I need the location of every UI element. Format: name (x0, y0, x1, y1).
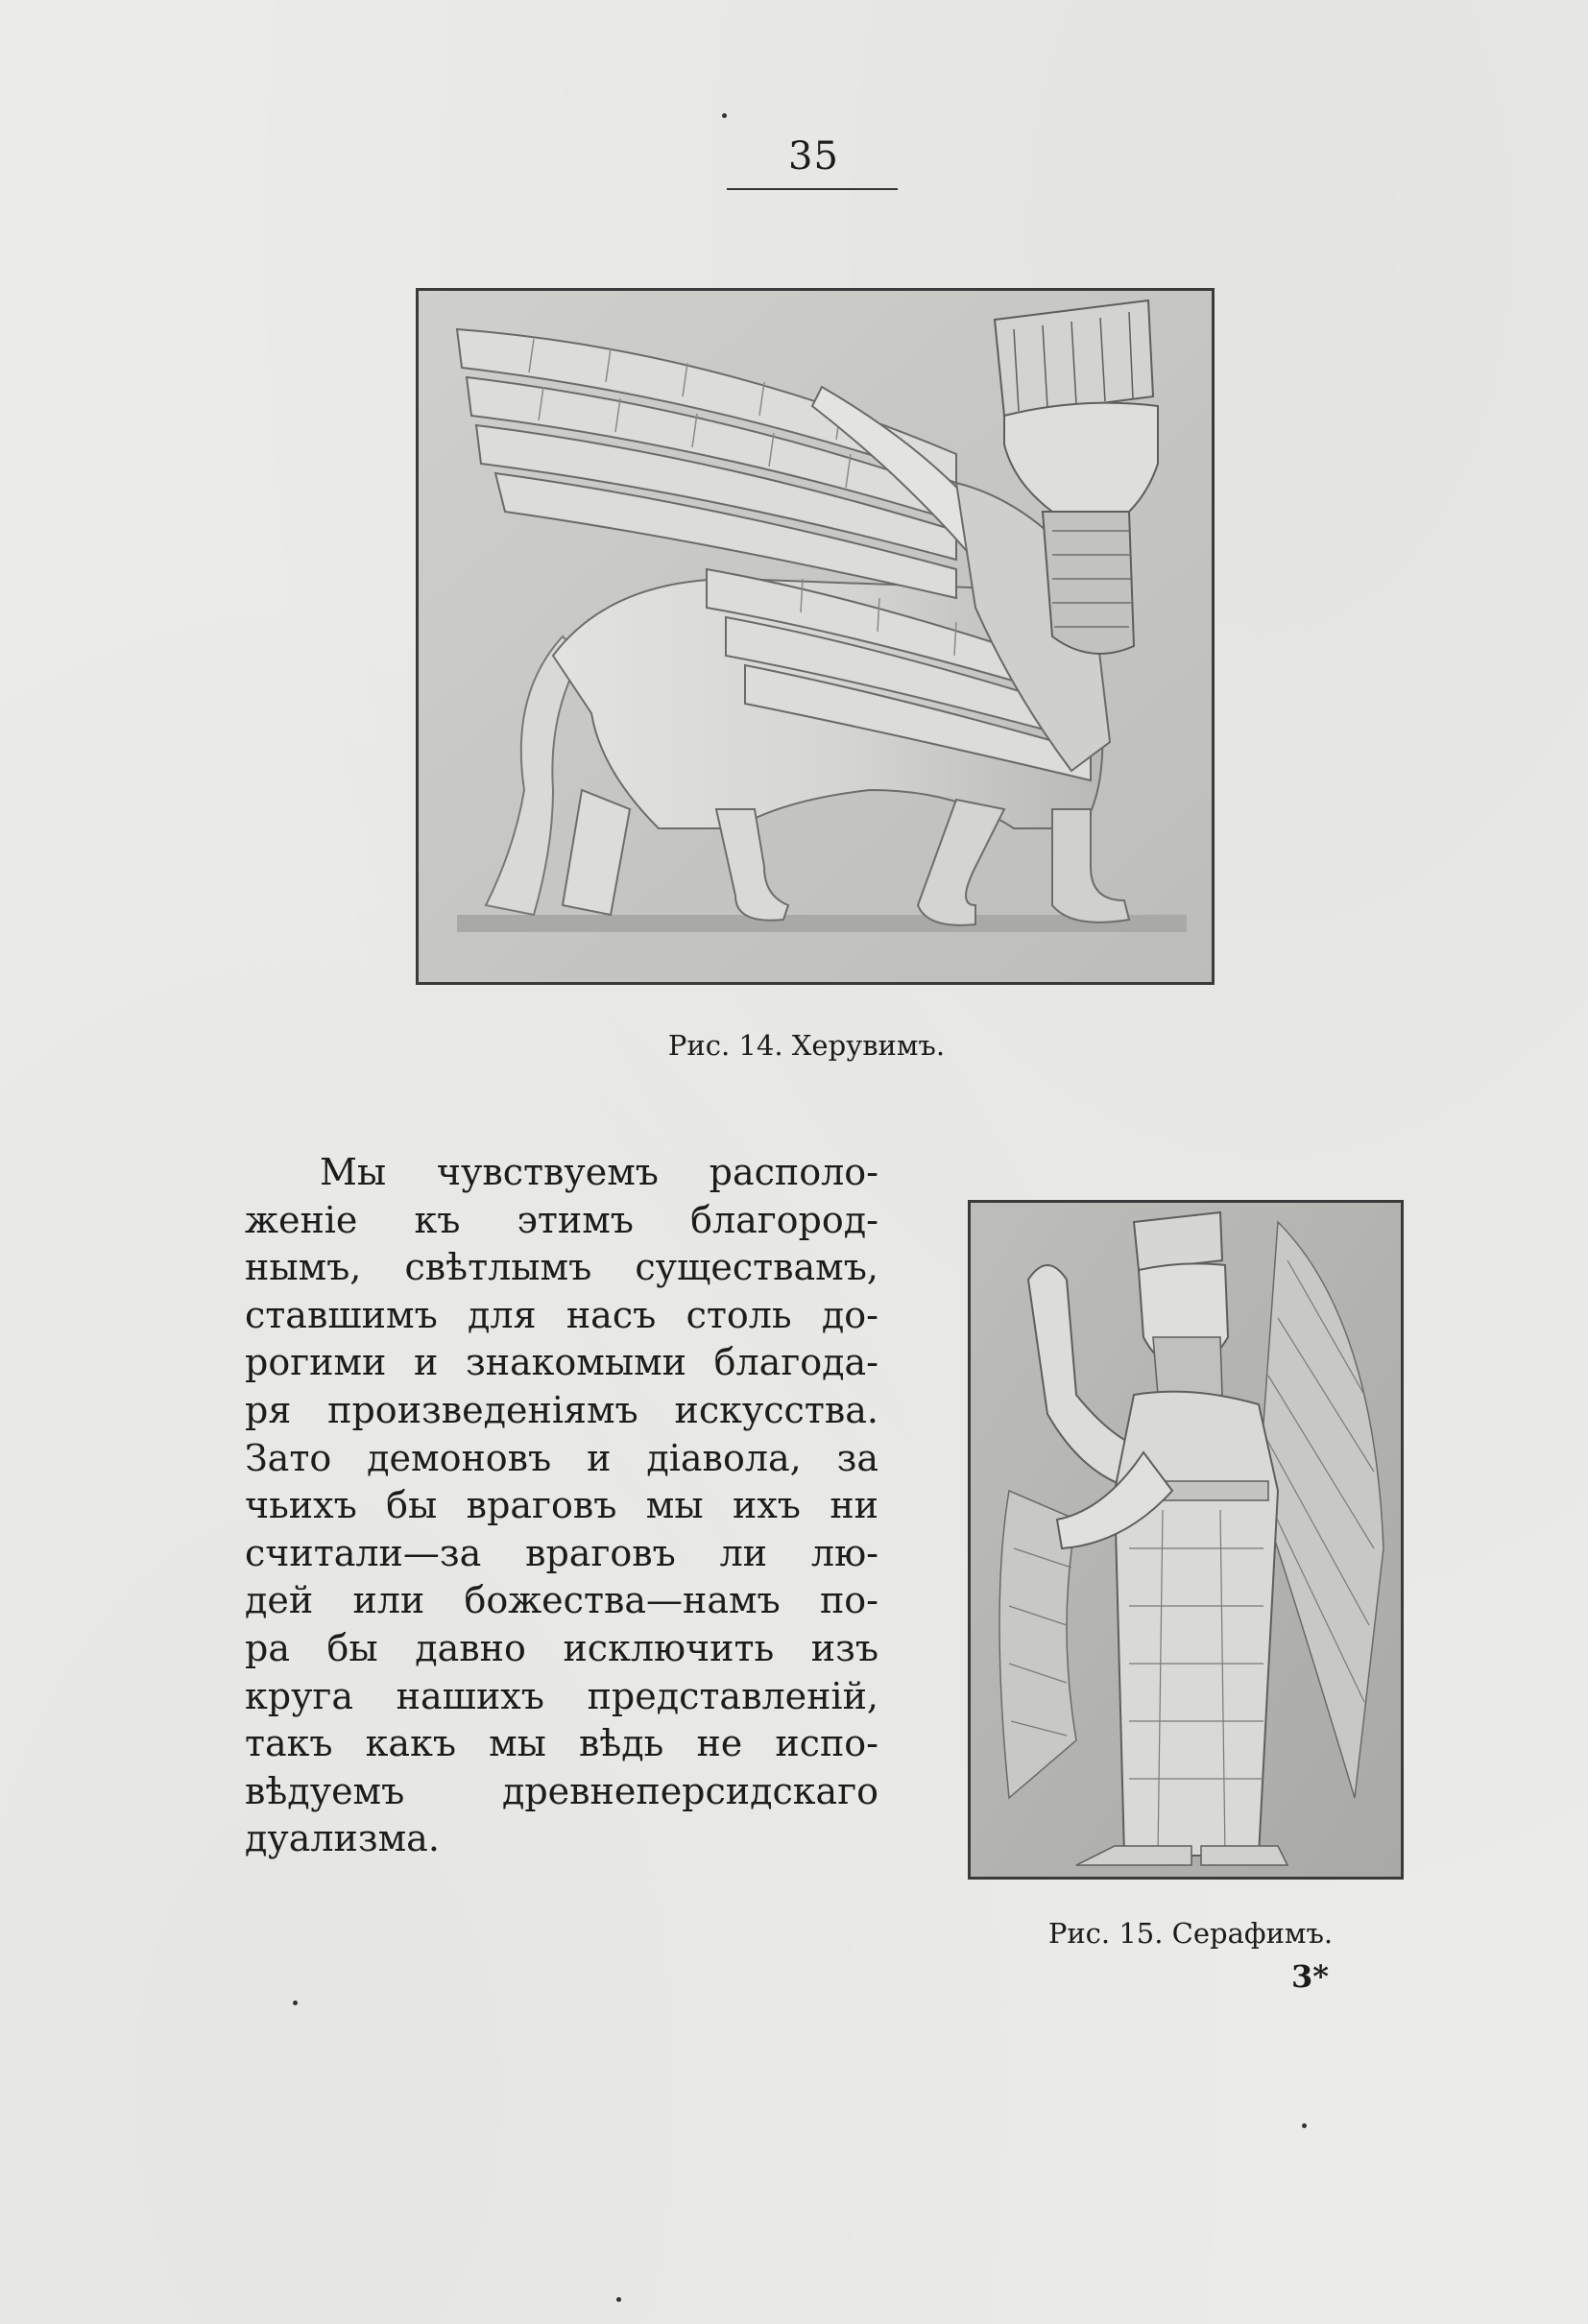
text-line: ря произведеніямъ искусства. (245, 1388, 878, 1431)
text-line: дуализма. (245, 1817, 440, 1860)
page-number: 35 (788, 134, 839, 179)
text-line: считали—за враговъ ли лю- (245, 1531, 878, 1574)
winged-figure-relief-icon (971, 1203, 1401, 1877)
figure-15-caption: Рис. 15. Серафимъ. (1047, 1917, 1334, 1950)
text-line: круга нашихъ представленій, (245, 1674, 878, 1717)
text-line: такъ какъ мы вѣдь не испо- (245, 1722, 878, 1765)
text-line: чьихъ бы враговъ мы ихъ ни (245, 1484, 878, 1527)
text-line: Мы чувствуемъ располо- (320, 1151, 878, 1193)
figure-seraph-image (968, 1200, 1404, 1880)
winged-bull-relief-icon (419, 291, 1212, 982)
paper-speck (616, 2297, 621, 2302)
signature-mark: 3* (1291, 1958, 1329, 1995)
figure-14-caption: Рис. 14. Херувимъ. (667, 1029, 946, 1062)
figure-cherub-image (416, 288, 1215, 985)
text-line: женіе къ этимъ благород- (245, 1198, 878, 1241)
text-line: рогими и знакомыми благода- (245, 1341, 878, 1384)
paper-speck (1302, 2123, 1307, 2128)
body-paragraph (245, 1149, 878, 1863)
text-line: Зато демоновъ и діавола, за (245, 1436, 878, 1479)
header-rule (727, 188, 898, 190)
text-line: ра бы давно исключить изъ (245, 1626, 878, 1669)
paper-speck (722, 113, 727, 118)
paper-speck (293, 2001, 298, 2005)
text-line: ставшимъ для насъ столь до- (245, 1293, 878, 1336)
text-line: нымъ, свѣтлымъ существамъ, (245, 1246, 878, 1289)
text-line: вѣдуемъ древнеперсидскаго (245, 1769, 878, 1812)
text-line: дей или божества—намъ по- (245, 1579, 878, 1622)
